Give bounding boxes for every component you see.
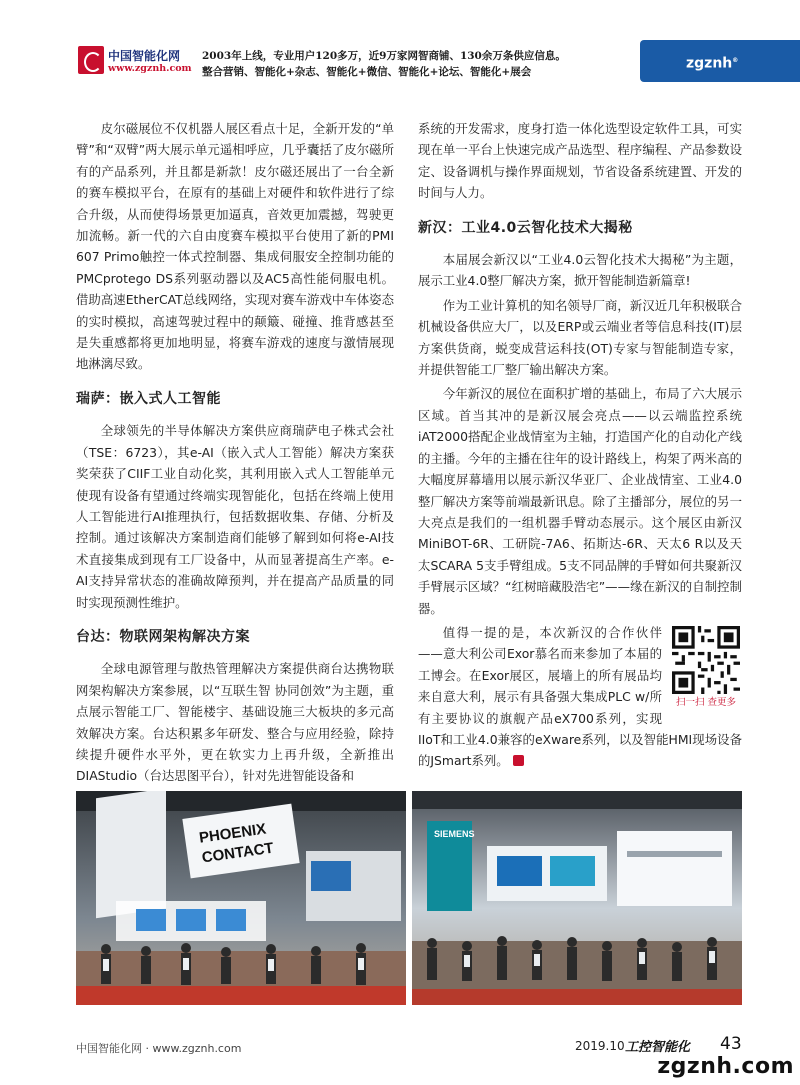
- renesas-heading: 瑞萨：嵌入式人工智能: [76, 390, 221, 407]
- watermark: zgznh.com: [657, 1054, 794, 1079]
- footer-page-number: 43: [720, 1034, 742, 1054]
- site-name: 中国智能化网: [108, 49, 181, 63]
- delta-heading: 台达：物联网架构解决方案: [76, 628, 250, 645]
- booth-photo-right-graphic: [412, 791, 742, 1005]
- footer-site-line: 中国智能化网 · www.zgznh.com: [76, 1042, 242, 1055]
- exor-paragraph-text: 值得一提的是，本次新汉的合作伙伴——意大利公司Exor慕名而来参加了本届的工博会。在Exor展区，展墙上的所有展品均来自意大利，展示有具备强大集成PLC w/所有主要协议的旗舰产品eX700系列，实现IIoT和工业4.0兼容的eXware系列，以及智能HMI现场设备的JSmart系列。: [418, 624, 742, 769]
- site-url[interactable]: www.zgznh.com: [108, 63, 192, 74]
- sinsun-paragraph-2: 作为工业计算机的知名领导厂商，新汉近几年积极联合机械设备供应大厂，以及ERP或云端业者等信息科技(IT)层方案供货商，蜕变成营运科技(OT)专家与智能制造专家，并提供智能工厂整厂输出解决方案。: [418, 297, 742, 378]
- delta-continued-paragraph: 系统的开发需求，度身打造一体化选型设定软件工具，可实现在单一平台上快速完成产品选型、程序编程、产品参数设定、设备调机与操作界面规划，节省设备系统建置、开发的时间与人力。: [418, 121, 742, 201]
- phoenix-contact-booth-photo: [76, 791, 406, 1005]
- phoenix-sign-text-2: CONTACT: [200, 839, 275, 867]
- site-logo-icon: [78, 46, 104, 74]
- article-end-icon: [513, 755, 524, 766]
- siemens-booth-photo: [412, 791, 742, 1005]
- header-tagline-1: 2003年上线，专业用户120多万，近9万家网智商铺、130余万条供应信息。: [202, 50, 566, 62]
- footer-issue-date: 2019.10: [575, 1039, 625, 1053]
- delta-paragraph: 全球电源管理与散热管理解决方案提供商台达携物联网架构解决方案参展，以“互联生智 协同创效”为主题，重点展示智能工厂、智能楼宇、基础设施三大板块的多元高效解决方案。台达积累多年研发、整合与应用经验，除持续提升硬件水平外，更在软实力上再升级，全新推出DIAStudio（台达思图平台），针对先进智能设备和: [76, 661, 394, 784]
- sinsun-paragraph-1: 本届展会新汉以“工业4.0云智化技术大揭秘”为主题，展示工业4.0整厂解决方案，掀开智能制造新篇章!: [418, 252, 742, 289]
- pilz-paragraph: 皮尔磁展位不仅机器人展区看点十足，全新开发的“单臂”和“双臂”两大展示单元遥相呼应，几乎囊括了皮尔磁所有的产品系列，并且都是新款！皮尔磁还展出了一台全新的赛车模拟平台，在原有的基础上对硬件和软件进行了综合升级，从而使得场景更加逼真，音效更加震撼，驾驶更加流畅。新一代的六自由度赛车模拟平台使用了新的PMI 607 Primo触控一体式控制器、集成伺服安全控制功能的PMCprotego DS系列驱动器以及AC5高性能伺服电机。借助高速EtherCAT总线网络，实现对赛车游戏中车体姿态的实时模拟，高速驾驶过程中的颠簸、碰撞、推背感甚至是失重感都将更加地明显，将赛车游戏的速度与激情展现地淋漓尽致。: [76, 121, 394, 372]
- siemens-sign-text: SIEMENS: [434, 829, 475, 839]
- brand-tab: [640, 40, 800, 82]
- footer-magazine-name: 工控智能化: [625, 1040, 691, 1055]
- page-header: [0, 0, 800, 86]
- sinsun-paragraph-3: 今年新汉的展位在面积扩增的基础上，布局了六大展示区域。首当其冲的是新汉展会亮点——以云端监控系统 iAT2000搭配企业战情室为主轴，打造国产化的自动化产线的主播。今年的主播在往年的设计路线上，构架了两米高的大幅度屏幕墙用以展示新汉华亚厂、企业战情室、工业4.0整厂解决方案等前端最新讯息。除了主播部分，展位的另一大亮点是我们的一组机器手臂动态展示。这个展区由新汉MiniBOT-6R、工研院-7A6、拓斯达-6R、天太6 R以及天太SCARA 5支手臂组成。5支不同品牌的手臂如何共聚新汉手臂展示区域？“红树暗藏股浩宅”——缘在新汉的自制控制器。: [418, 386, 742, 616]
- sinsun-heading: 新汉：工业4.0云智化技术大揭秘: [418, 219, 633, 236]
- header-tagline-2: 整合营销、智能化+杂志、智能化+微信、智能化+论坛、智能化+展会: [202, 66, 532, 78]
- brand-tab-label: zgznh: [686, 55, 733, 72]
- registered-mark: ®: [732, 57, 739, 64]
- left-column: [76, 118, 394, 790]
- qr-code-block[interactable]: [670, 626, 742, 710]
- booth-photo-left-graphic: [76, 791, 406, 1005]
- exor-paragraph-block: [418, 622, 742, 772]
- renesas-paragraph: 全球领先的半导体解决方案供应商瑞萨电子株式会社（TSE：6723），其e-AI（嵌入式人工智能）解决方案获奖荣获了CIIF工业自动化奖，其利用嵌入式人工智能单元使现有设备有望通过终端实现智能化，包括在终端上使用人工智能进行AI推理执行，包括数据收集、存储、分析及控制。通过该解决方案制造商们能够了解到如何将e-AI技术直接集成到现有工厂设备中，从而显著提高生产率。e-AI支持异常状态的准确故障预判，并在提高产品质量的同时实现预测性维护。: [76, 423, 394, 610]
- qr-caption: 扫一扫 查更多: [675, 696, 737, 708]
- phoenix-sign-text-1: PHOENIX: [198, 820, 268, 847]
- right-column: [418, 118, 742, 772]
- qr-code-icon[interactable]: [672, 626, 740, 694]
